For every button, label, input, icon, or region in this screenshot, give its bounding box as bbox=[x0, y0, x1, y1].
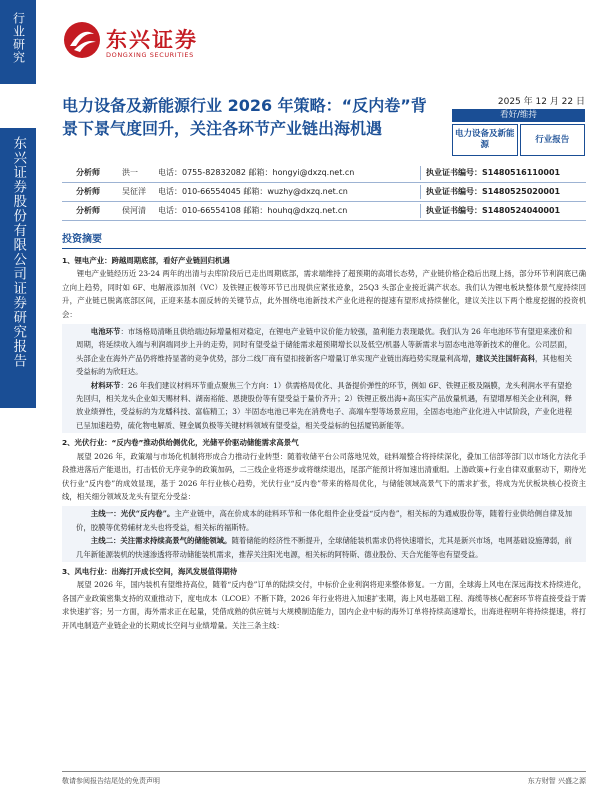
sidebar bbox=[0, 0, 36, 800]
heading-wind: 3、风电行业：出海打开成长空间，海风发展值得期待 bbox=[62, 566, 238, 576]
company-logo bbox=[62, 18, 222, 64]
analyst-row: 分析师 侯河清 电话：010-66554108 邮箱：houhq@dxzq.net.cn 执业证书编号：S1480524040001 bbox=[62, 202, 586, 221]
paragraph-materials: 材料环节：26 年我们建议材料环节重点聚焦三个方向：1）供需格局优化、具备提价弹性的环节，例如 6F、铁锂正极及隔膜，龙头利润水平有望抢先回归，相关龙头企业如天赐材料、湖南裕能、恩捷股份等有望受益于量价齐升；2）铁锂正极出海+高压实产品放量机遇，有望增厚相关企业利润，释放业绩弹性，受益标的为龙蟠科技、富临精工；3）半固态电池已率先在消费电子、高端车型等场景应用，全固态电池产业化进入中试阶段，产业化进程已呈加速趋势，硫化物电解质、锂金属负极等关键材料领域有望受益，相关受益标的包括厦钨新能等。 bbox=[76, 380, 572, 430]
brand-name: 东兴证券 bbox=[106, 28, 198, 52]
section-title: 投资摘要 bbox=[62, 230, 586, 249]
industry-tag: 电力设备及新能源 bbox=[452, 124, 518, 156]
highlight-box bbox=[62, 506, 586, 562]
analyst-contact: 电话：010-66554108 邮箱：houhq@dxzq.net.cn bbox=[158, 206, 348, 215]
paragraph-pv-line1: 主线一：光伏“反内卷”。主产业链中，高在价成本的硅料环节和一体化组件企业受益“反内卷”，相关标的为通威股份等，随着行业供给侧自律及加价，胶膜等优势辅材龙头也将受益，相关标的福斯特。 bbox=[76, 509, 572, 532]
analyst-cert: 执业证书编号：S1480525020001 bbox=[426, 187, 561, 196]
sidebar-company-label: 东兴证券股份有限公司证券研究报告 bbox=[0, 128, 36, 408]
brand-english: DONGXING SECURITIES bbox=[106, 51, 194, 59]
heading-pv: 2、光伏行业：“反内卷”推动供给侧优化，光储平价驱动储能需求高景气 bbox=[62, 438, 299, 448]
paragraph-pv-line2: 主线二：关注需求持续高景气的储能领域。随着储能的经济性不断提升，全球储能装机需求仍将快速增长，尤其是新兴市场，电网基础设施薄弱，前几年新能源装机的快速渗透将带动储能装机需求，推荐关注阳光电源，相关标的阿特斯、德业股份、天合光能等也有望受益。 bbox=[76, 536, 572, 559]
analyst-cert: 执业证书编号：S1480524040001 bbox=[426, 206, 561, 215]
disclaimer-note: 敬请参阅报告结尾处的免责声明 bbox=[62, 777, 160, 785]
analyst-contact: 电话：010-66554045 邮箱：wuzhy@dxzq.net.cn bbox=[158, 187, 348, 196]
report-type-tag: 行业报告 bbox=[520, 124, 586, 156]
heading-battery: 1、锂电产业：跨越周期底部，看好产业链回归机遇 bbox=[62, 256, 230, 265]
analyst-name: 侯河清 bbox=[122, 206, 146, 215]
report-tags bbox=[452, 124, 585, 156]
footer-slogan: 东方财智 兴盛之源 bbox=[527, 777, 586, 785]
analyst-cert: 执业证书编号：S1480516110001 bbox=[426, 168, 561, 177]
highlight-box bbox=[62, 324, 586, 433]
analyst-name: 吴征洋 bbox=[122, 187, 146, 196]
paragraph-pv: 展望 2026 年，政策端与市场化机制将形成合力推动行业转型：随着收储平台公司落地见效，硅料端整合将持续深化，叠加工信部等部门以市场化方法化手段推进落后产能退出，打击低价无序竞争的政策加码，二三线企业将逐步或将继续退出，尾部产能预计将加速出清重组。上游政策+行业自律双重驱动下，期待光伏行业“反内卷”的成效显现，基于 2026 年行业核心趋势，光伏行业“反内卷”带来的格局优化，与储能领域高景气下的需求扩张，将成为光伏板块核心投资主线，相关细分领域及龙头有望充分受益： bbox=[62, 451, 586, 501]
paragraph-battery: 锂电产业链经历近 23-24 两年的出清与去库阶段后已走出周期底部，需求端维持了超预期的高增长态势，产业链价格企稳后出现上扬，部分环节利润底已确立向上趋势，同时如 6F、电解液添加剂（VC）及铁锂正极等环节已出现供应紧张迹象，25Q3 头部企业接近满产状态。我们认为锂电板块整体景气度持续回升，产业链已脱离底部区间，正迎来基本面反转的关键节点，此外围绕电池新技术产业化进程的提速有望形成持续催化，建议关注以下两个维度挖掘的投资机会： bbox=[62, 269, 586, 319]
paragraph-wind: 展望 2026 年，国内装机有望维持高位，随着“反内卷”订单的陆续交付，中标价企业利润将迎来整体修复。一方面，全球海上风电在深远海技术持续进化，各国产业政策密集支持的双重推动下，度电成本（LCOE）不断下降，2026 年行业将进入加速扩张期，海上风电基础工程、海缆等核心配套环节将直接受益于需求快速扩容；另一方面，海外需求正在起量，凭借成熟的供应链与大规模制造能力，国内企业中标的海外订单将持续高速增长，出海进程明年将持续提速，将打开风电制造产业链企业的长期成长空间与业绩增量。关注三条主线： bbox=[62, 580, 586, 630]
paragraph-battery-cell: 电池环节：市场格局清晰且供给端边际增量相对稳定，在锂电产业链中议价能力较强，盈利能力表现最优。我们认为 26 年电池环节有望迎来涨价和周期，将延续收入端与利润端同步上升的走势，同时有望受益于储能需求超预期增长以及低空/机器人等新需求与固态电池等新技术的催化。公司层面，头部企业在海外产品仍将维持显著的竞争优势，部分二线厂商有望扣接新客户增量订单实现产业链出海趋势实现量利高增，建议关注国轩高科，其他相关受益标的为欣旺达。 bbox=[76, 327, 572, 377]
analyst-row: 分析师 吴征洋 电话：010-66554045 邮箱：wuzhy@dxzq.net.cn 执业证书编号：S1480525020001 bbox=[62, 183, 586, 202]
analyst-table bbox=[62, 164, 586, 221]
analyst-row: 分析师 洪一 电话：0755-82832082 邮箱：hongyi@dxzq.net.cn 执业证书编号：S1480516110001 bbox=[62, 164, 586, 183]
analyst-name: 洪一 bbox=[122, 168, 138, 177]
analyst-contact: 电话：0755-82832082 邮箱：hongyi@dxzq.net.cn bbox=[158, 168, 355, 177]
report-date: 2025 年 12 月 22 日 bbox=[497, 97, 585, 107]
rating-badge: 看好/维持 bbox=[452, 109, 585, 122]
report-title: 电力设备及新能源行业 2026 年策略：“反内卷”背景下景气度回升，关注各环节产业链出海机遇 bbox=[62, 96, 427, 138]
logo-mark-icon bbox=[62, 20, 102, 60]
page-footer bbox=[62, 771, 586, 786]
summary-body bbox=[62, 252, 586, 632]
sidebar-category-label: 行业研究 bbox=[0, 0, 36, 84]
